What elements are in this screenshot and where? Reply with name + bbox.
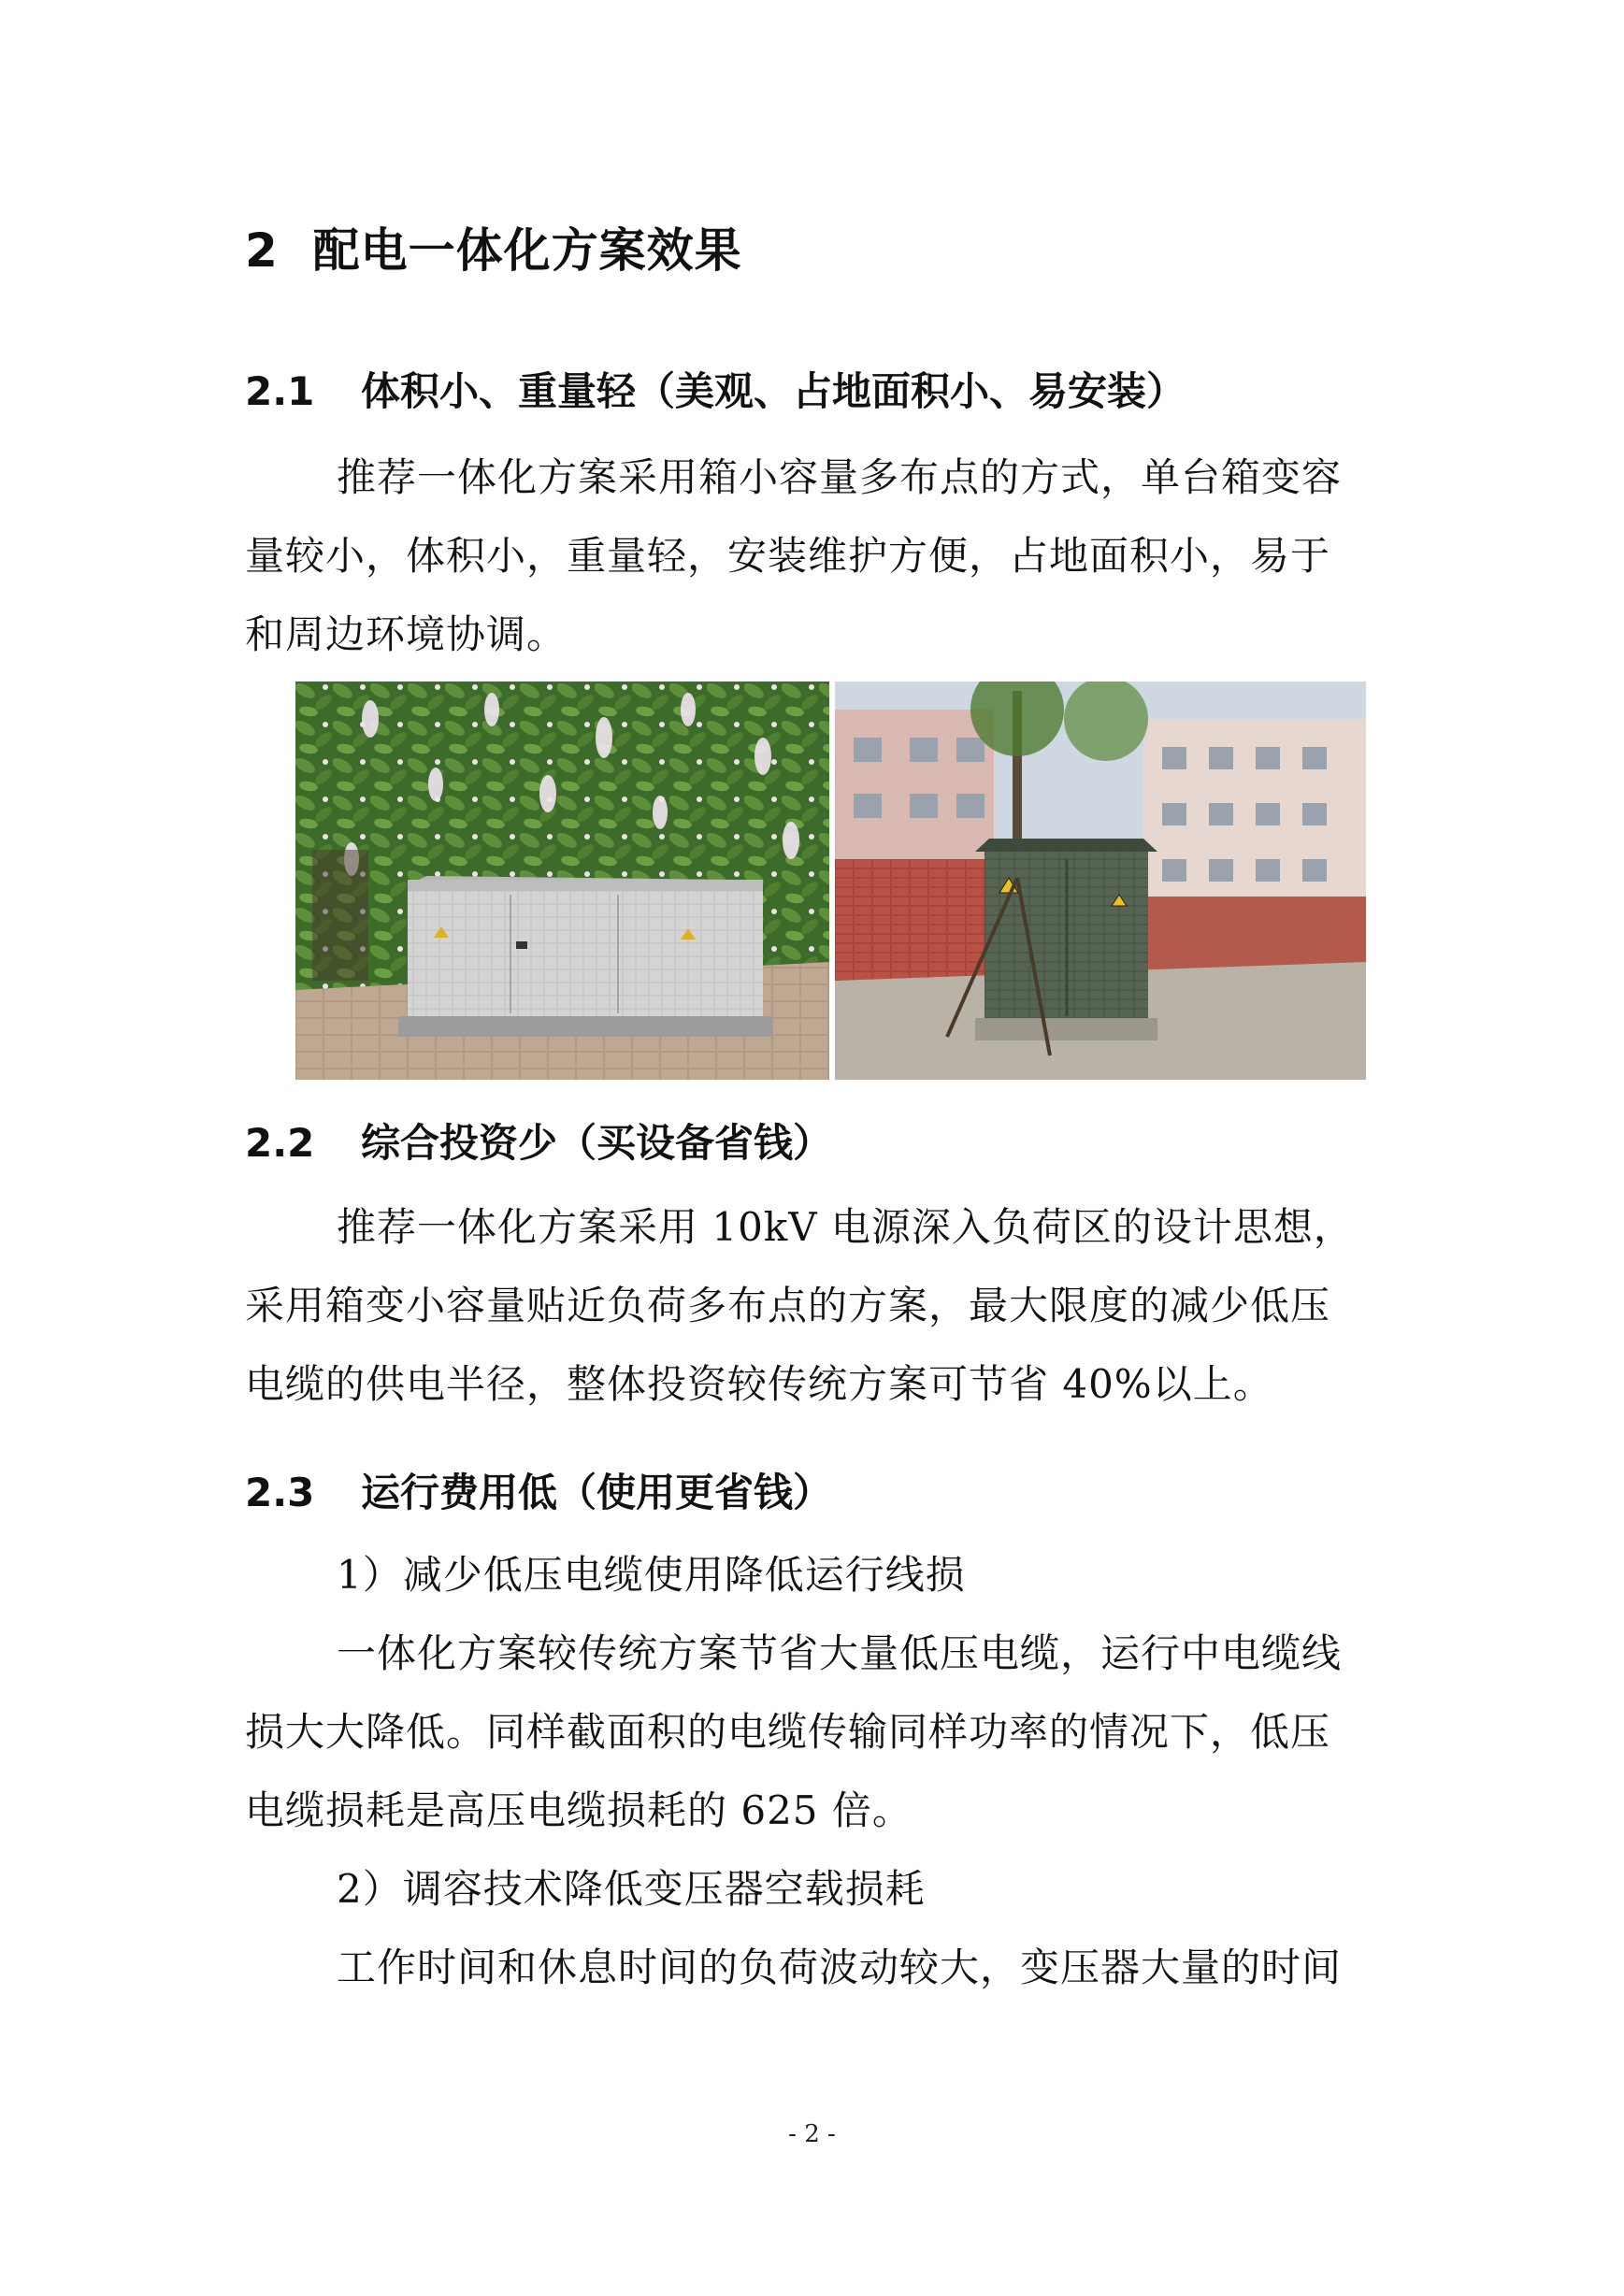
paragraph-line: 和周边环境协调。 <box>245 611 568 657</box>
subsection-title: 综合投资少（买设备省钱） <box>361 1120 833 1166</box>
paragraph-line: 量较小，体积小，重量轻，安装维护方便，占地面积小，易于 <box>245 533 1331 579</box>
paragraph-line: 损大大降低。同样截面积的电缆传输同样功率的情况下，低压 <box>245 1709 1331 1755</box>
paragraph-line: 采用箱变小容量贴近负荷多布点的方案，最大限度的减少低压 <box>245 1283 1331 1328</box>
subsection-heading-2-3 <box>245 1462 832 1518</box>
subsection-title: 体积小、重量轻（美观、占地面积小、易安装） <box>361 368 1186 414</box>
paragraph-line: 工作时间和休息时间的负荷波动较大，变压器大量的时间 <box>337 1944 1343 1990</box>
section-number: 2 <box>245 223 279 278</box>
subsection-number: 2.3 <box>245 1470 315 1515</box>
paragraph-line: 电缆的供电半径，整体投资较传统方案可节省 40%以上。 <box>245 1361 1273 1407</box>
paragraph-line: 一体化方案较传统方案节省大量低压电缆，运行中电缆线 <box>337 1630 1343 1676</box>
subsection-number: 2.2 <box>245 1120 315 1166</box>
subsection-title: 运行费用低（使用更省钱） <box>361 1470 833 1515</box>
paragraph-line: 推荐一体化方案采用 10kV 电源深入负荷区的设计思想， <box>337 1204 1354 1250</box>
box-substation-in-garden-photo <box>295 682 829 1080</box>
paragraph-line: 推荐一体化方案采用箱小容量多布点的方式，单台箱变容 <box>337 454 1343 500</box>
section-heading <box>245 213 742 280</box>
subsection-heading-2-2 <box>245 1112 832 1169</box>
page-number: - 2 - <box>788 2120 836 2148</box>
subsection-heading-2-1 <box>245 361 1186 417</box>
section-title: 配电一体化方案效果 <box>312 223 742 278</box>
paragraph-line: 电缆损耗是高压电缆损耗的 625 倍。 <box>245 1787 913 1833</box>
list-item-heading: 2）调容技术降低变压器空载损耗 <box>337 1866 926 1912</box>
list-item-heading: 1）减少低压电缆使用降低运行线损 <box>337 1552 966 1598</box>
subsection-number: 2.1 <box>245 368 315 414</box>
box-substation-residential-area-photo <box>835 682 1366 1080</box>
